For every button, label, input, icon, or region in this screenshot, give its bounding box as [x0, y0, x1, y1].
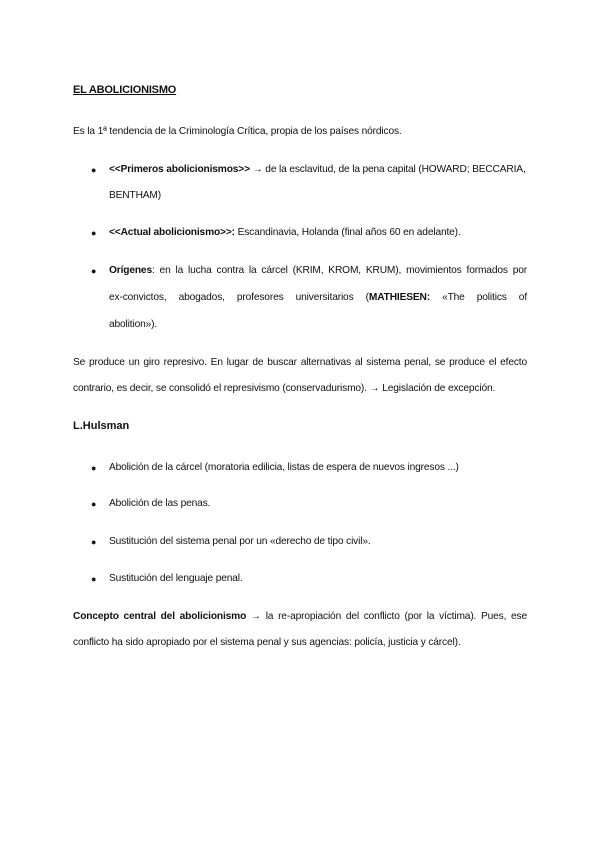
list-item: Sustitución del lenguaje penal.: [109, 573, 243, 584]
list-item-text: ex-convictos, abogados, profesores universitarios (: [109, 292, 369, 303]
list-item: [109, 226, 527, 240]
list-item-bold: <<Primeros abolicionismos>>: [109, 164, 250, 175]
list-item-text: Escandinavia, Holanda (final años 60 en adelante).: [234, 227, 461, 238]
bullet-icon: ●: [91, 266, 97, 276]
list-item: Abolición de la cárcel (moratoria edilicia, listas de espera de nuevos ingresos ...): [109, 462, 459, 473]
bullet-icon: ●: [91, 537, 97, 547]
list-item-text: : en la lucha contra la cárcel (KRIM, KROM, KRUM), movimientos formados por: [151, 265, 527, 276]
list-item-bold: MATHIESEN:: [368, 292, 430, 303]
paragraph-line: [73, 610, 527, 624]
list-item-text: «The politics of: [430, 292, 527, 303]
list-item: [109, 264, 527, 278]
bullet-icon: ●: [91, 574, 97, 584]
paragraph-line: Se produce un giro represivo. En lugar de buscar alternativas al sistema penal, se produce el efecto: [73, 357, 527, 368]
list-item: Sustitución del sistema penal por un «derecho de tipo civil».: [109, 536, 371, 547]
list-item-continuation: abolition»).: [109, 319, 158, 330]
document-title: EL ABOLICIONISMO: [73, 84, 177, 96]
list-item-bold: <<Actual abolicionismo>>:: [109, 227, 235, 238]
bullet-icon: ●: [91, 228, 97, 238]
bullet-icon: ●: [91, 463, 97, 473]
list-item-continuation: [109, 291, 527, 305]
paragraph-text: la re-apropiación del conflicto (por la víctima). Pues, ese: [260, 611, 527, 622]
concept-bold: Concepto central del abolicionismo →: [73, 611, 261, 622]
bullet-icon: ●: [91, 499, 97, 509]
bullet-icon: ●: [91, 165, 97, 175]
paragraph-line: conflicto ha sido apropiado por el sistema penal y sus agencias: policía, justicia y cárcel).: [73, 637, 461, 648]
list-item: [109, 163, 527, 177]
list-item: Abolición de las penas.: [109, 498, 211, 509]
intro-paragraph: Es la 1ª tendencia de la Criminología Crítica, propia de los países nórdicos.: [73, 126, 402, 137]
list-item-text: → de la esclavitud, de la pena capital (HOWARD; BECCARIA,: [249, 164, 526, 175]
paragraph-line: contrario, es decir, se consolidó el represivismo (conservadurismo). → Legislación de excepción.: [73, 383, 496, 394]
list-item-bold: Orígenes: [109, 265, 152, 276]
list-item-continuation: BENTHAM): [109, 190, 162, 201]
section-heading: L.Hulsman: [73, 420, 130, 432]
